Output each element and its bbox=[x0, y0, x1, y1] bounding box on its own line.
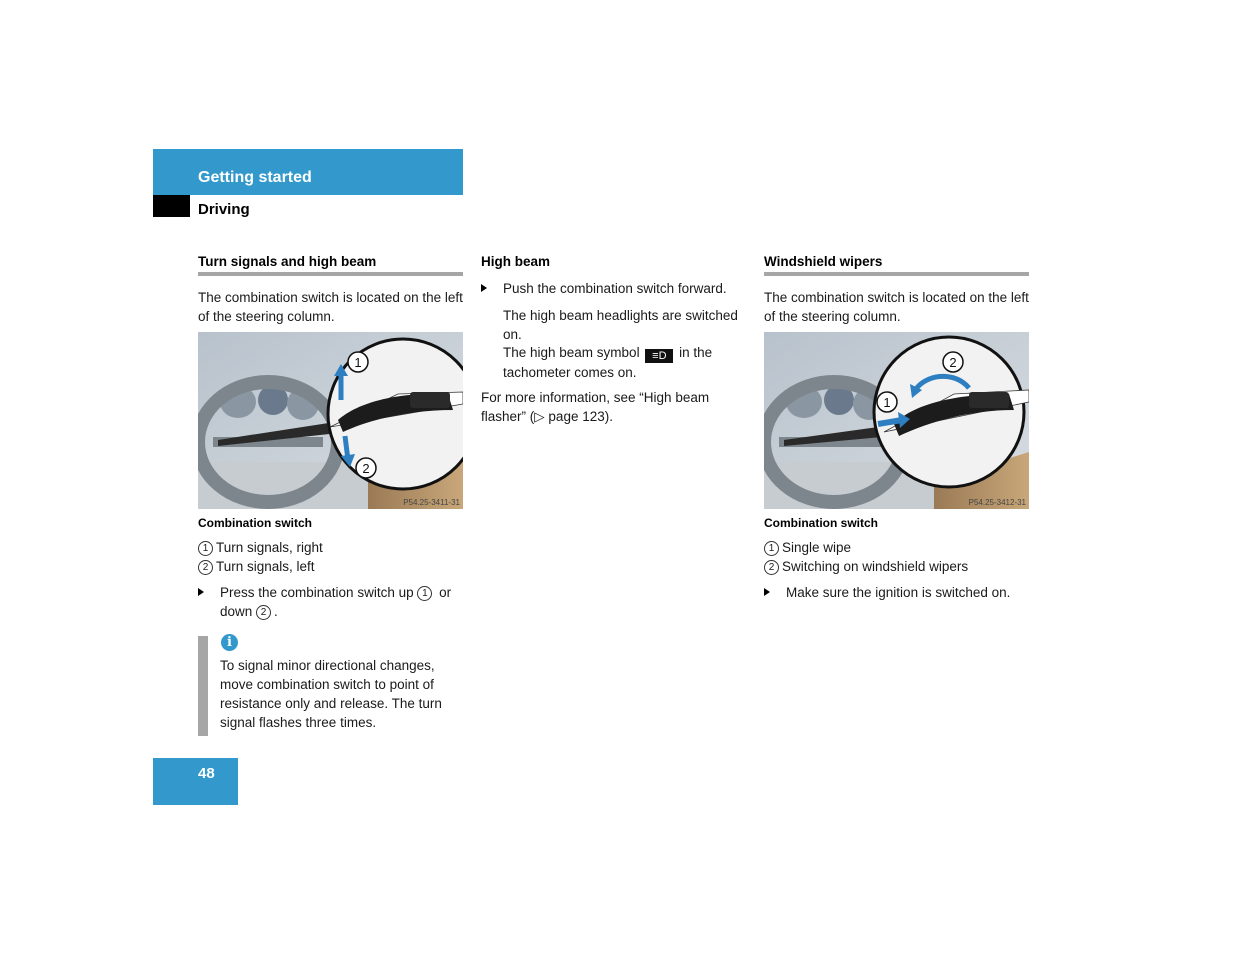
photo1-callout-2: 2 bbox=[362, 461, 370, 476]
photo1-legend bbox=[198, 538, 463, 576]
photo2-callout-1: 1 bbox=[883, 395, 891, 410]
info-icon: i bbox=[221, 634, 238, 651]
legend-item: 1 Turn signals, right bbox=[198, 538, 463, 557]
press-switch-step: Press the combination switch up 1 or down 2 . bbox=[198, 583, 468, 621]
combination-switch-photo-2 bbox=[764, 332, 1029, 509]
triangle-bullet-icon bbox=[764, 588, 770, 596]
page-number-box bbox=[153, 758, 238, 805]
photo2-caption: Combination switch bbox=[764, 516, 878, 530]
legend-item: 2 Turn signals, left bbox=[198, 557, 463, 576]
photo1-code: P54.25-3411-31 bbox=[403, 498, 460, 507]
legend-item: 1 Single wipe bbox=[764, 538, 1029, 557]
high-beam-more-info: For more information, see “High beam flasher” (▷ page 123). bbox=[481, 390, 710, 424]
photo1-caption: Combination switch bbox=[198, 516, 312, 530]
photo2-callout-2: 2 bbox=[949, 355, 957, 370]
high-beam-icon: ≡D bbox=[645, 349, 673, 363]
info-note-bar bbox=[198, 636, 208, 736]
page-ref-icon: ▷ bbox=[534, 409, 545, 424]
high-beam-step: Push the combination switch forward. bbox=[481, 279, 751, 298]
high-beam-heading: High beam bbox=[481, 254, 551, 269]
photo1-callout-1: 1 bbox=[354, 355, 362, 370]
wipers-intro: The combination switch is located on the left of the steering column. bbox=[764, 290, 1029, 324]
triangle-bullet-icon bbox=[481, 284, 487, 292]
photo2-code: P54.25-3412-31 bbox=[968, 498, 1026, 507]
turn-signals-intro: The combination switch is located on the left of the steering column. bbox=[198, 290, 463, 324]
photo2-legend bbox=[764, 538, 1029, 576]
turn-signals-heading: Turn signals and high beam bbox=[198, 254, 377, 269]
legend-item: 2 Switching on windshield wipers bbox=[764, 557, 1029, 576]
info-note-text: To signal minor directional changes, move combination switch to point of resistance only and release. The turn signal flashes three times. bbox=[220, 658, 442, 730]
section-title: Driving bbox=[198, 201, 250, 218]
page-ref-link[interactable]: page 123). bbox=[548, 409, 613, 424]
heading-rule bbox=[764, 272, 1029, 276]
section-marker bbox=[153, 195, 190, 217]
high-beam-result-1: The high beam headlights are switched on. bbox=[503, 308, 738, 342]
triangle-bullet-icon bbox=[198, 588, 204, 596]
heading-rule bbox=[198, 272, 463, 276]
ignition-step: Make sure the ignition is switched on. bbox=[764, 583, 1034, 602]
page-number: 48 bbox=[198, 765, 215, 782]
chapter-title: Getting started bbox=[198, 169, 312, 186]
wipers-heading: Windshield wipers bbox=[764, 254, 883, 269]
high-beam-result-2: The high beam symbol ≡D in the tachometer comes on. bbox=[503, 345, 713, 380]
combination-switch-photo-1 bbox=[198, 332, 463, 509]
